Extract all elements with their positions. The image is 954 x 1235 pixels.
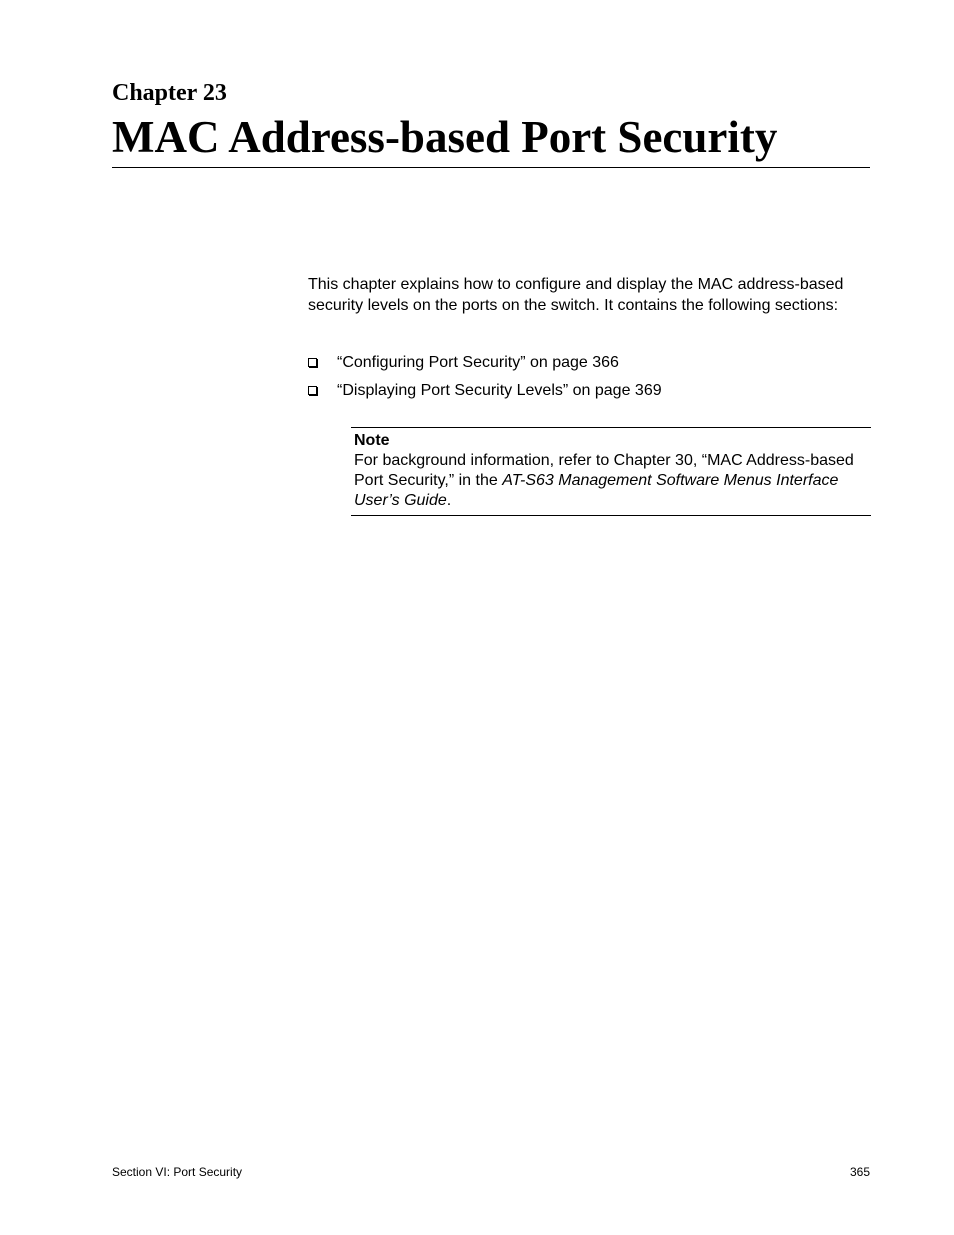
title-divider <box>112 167 870 168</box>
intro-paragraph: This chapter explains how to configure and display the MAC address-based security levels on the ports on the switch. It contains the following sections: <box>308 276 844 314</box>
list-item-label: “Displaying Port Security Levels” on page 369 <box>337 382 662 399</box>
note-guide-title: AT-S63 Management Software Menus Interface User’s Guide <box>354 472 839 509</box>
footer-section: Section VI: Port Security <box>112 1165 243 1179</box>
list-item-label: “Configuring Port Security” on page 366 <box>337 354 619 371</box>
checkbox-bullet-icon <box>308 358 317 367</box>
chapter-title: MAC Address-based Port Security <box>112 112 778 162</box>
note-text-before: For background information, refer to Chapter 30, “MAC Address-based Port Security,” in the <box>354 452 854 489</box>
list-item <box>308 353 870 381</box>
note-text-after: . <box>446 492 452 509</box>
section-list <box>308 353 870 409</box>
chapter-label: Chapter 23 <box>112 80 227 106</box>
note-body <box>354 451 867 511</box>
note-heading: Note <box>354 432 390 449</box>
footer-page-number: 365 <box>849 1165 870 1179</box>
list-item <box>308 381 870 409</box>
note-box <box>351 427 871 516</box>
checkbox-bullet-icon <box>308 386 317 395</box>
